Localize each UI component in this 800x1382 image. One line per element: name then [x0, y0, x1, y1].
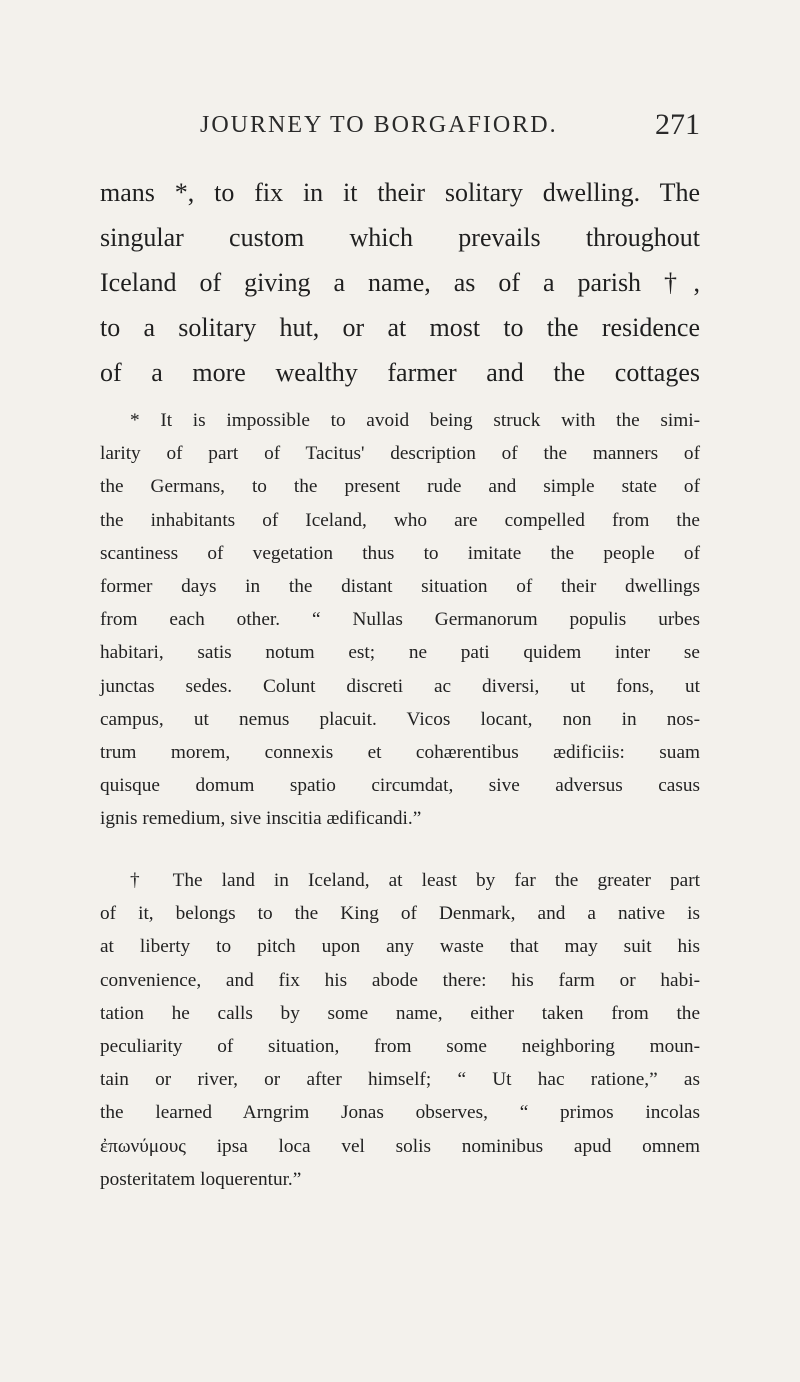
footnote-line: the Germans, to the present rude and simple state of [100, 476, 700, 498]
footnote-line: quisque domum spatio circumdat, sive adversus casus [100, 775, 700, 797]
footnote-tacitus [100, 404, 700, 836]
footnote-line: scantiness of vegetation thus to imitate the people of [100, 542, 700, 564]
footnote-line: the learned Arngrim Jonas observes, “ primos incolas [100, 1102, 700, 1124]
main-text-line: mans *, to fix in it their solitary dwelling. The [100, 178, 700, 207]
footnote-line: * It is impossible to avoid being struck with the simi- [130, 410, 700, 431]
running-head: JOURNEY TO BORGAFIORD. [200, 112, 558, 138]
footnote-line: the inhabitants of Iceland, who are compelled from the [100, 509, 700, 531]
footnote-line: ignis remedium, sive inscitia ædificandi.” [100, 808, 422, 830]
footnote-line: larity of part of Tacitus' description of the manners of [100, 443, 700, 465]
footnote-line: at liberty to pitch upon any waste that may suit his [100, 936, 700, 958]
footnote-line: ἐπωνύμους ipsa loca vel solis nominibus apud omnem [100, 1135, 700, 1157]
page-number: 271 [655, 108, 700, 141]
main-text-line: to a solitary hut, or at most to the residence [100, 313, 700, 342]
footnote-line: † The land in Iceland, at least by far the greater part [130, 870, 700, 891]
footnote-line: campus, ut nemus placuit. Vicos locant, non in nos- [100, 708, 700, 730]
footnote-line: of it, belongs to the King of Denmark, and a native is [100, 903, 700, 925]
footnote-line: junctas sedes. Colunt discreti ac diversi, ut fons, ut [100, 675, 700, 697]
main-text [100, 170, 700, 395]
footnote-line: tation he calls by some name, either taken from the [100, 1002, 700, 1024]
footnote-line: peculiarity of situation, from some neighboring moun- [100, 1036, 700, 1058]
footnote-line: tain or river, or after himself; “ Ut hac ratione,” as [100, 1069, 700, 1091]
footnote-line: habitari, satis notum est; ne pati quidem inter se [100, 642, 700, 664]
footnote-line: posteritatem loquerentur.” [100, 1168, 302, 1190]
footnote-line: trum morem, connexis et cohærentibus ædificiis: suam [100, 742, 700, 764]
footnote-line: from each other. “ Nullas Germanorum populis urbes [100, 609, 700, 631]
footnote-land-iceland [100, 864, 700, 1196]
page-header [200, 108, 700, 152]
main-text-line: singular custom which prevails throughout [100, 223, 700, 252]
main-text-line: of a more wealthy farmer and the cottages [100, 358, 700, 387]
main-text-line: Iceland of giving a name, as of a parish †, [100, 268, 700, 297]
footnote-line: convenience, and fix his abode there: his farm or habi- [100, 969, 700, 991]
footnote-line: former days in the distant situation of their dwellings [100, 576, 700, 598]
